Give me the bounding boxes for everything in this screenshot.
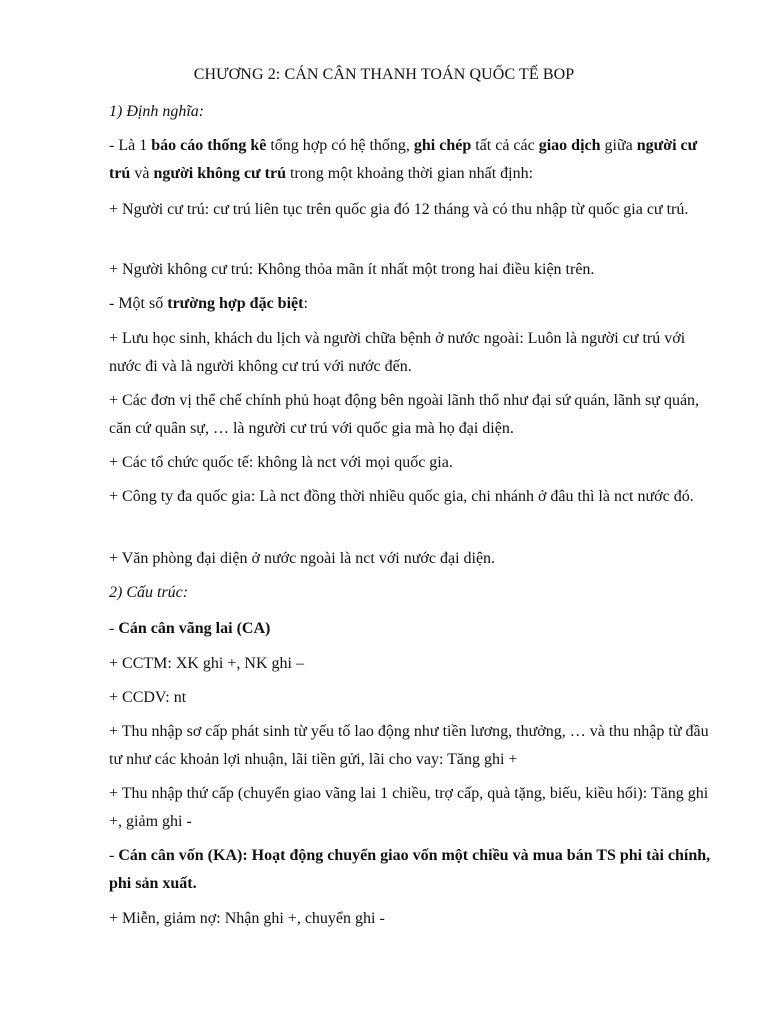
case-international-org-paragraph: + Các tổ chức quốc tế: không là nct với mọi quốc gia. — [109, 454, 453, 471]
debt-relief-paragraph: + Miễn, giảm nợ: Nhận ghi +, chuyển ghi - — [109, 910, 385, 927]
primary-income-paragraph: + Thu nhập sơ cấp phát sinh từ yếu tố lao động như tiền lương, thưởng, … và thu nhập từ đầu tư như các khoản lợi nhuận, lãi tiền gửi, lãi cho vay: Tăng ghi + — [109, 723, 709, 768]
section-heading-definition: 1) Định nghĩa: — [109, 103, 205, 120]
def-bold-report: báo cáo thống kê — [151, 137, 267, 154]
chapter-title: CHƯƠNG 2: CÁN CÂN THANH TOÁN QUỐC TẾ BOP — [193, 66, 575, 83]
def-bold-record: ghi chép — [413, 137, 472, 154]
def-text-6: trong một khoảng thời gian nhất định: — [285, 165, 534, 182]
def-text-2: tổng hợp có hệ thống, — [266, 137, 414, 154]
case-representative-office-paragraph: + Văn phòng đại diện ở nước ngoài là nct với nước đại diện. — [109, 550, 496, 567]
special-cases-paragraph — [109, 290, 721, 318]
ka-dash: - — [109, 847, 119, 864]
special-text-1: - Một số — [109, 295, 168, 312]
def-text-4: giữa — [600, 137, 637, 154]
def-bold-non-resident: người không cư trú — [153, 165, 286, 182]
ka-bold: Cán cân vốn (KA): Hoạt động chuyển giao vốn một chiều và mua bán TS phi tài chính, phi sản xuất. — [109, 847, 711, 892]
section-heading-structure: 2) Cấu trúc: — [109, 584, 189, 601]
cctm-paragraph: + CCTM: XK ghi +, NK ghi – — [109, 655, 304, 672]
case-government-paragraph: + Các đơn vị thể chế chính phủ hoạt động bên ngoài lãnh thổ như đại sứ quán, lãnh sự quán, căn cứ quân sự, … là người cư trú với quốc gia mà họ đại diện. — [109, 392, 700, 437]
ca-bold: Cán cân vãng lai (CA) — [118, 620, 271, 637]
case-multinational-paragraph: + Công ty đa quốc gia: Là nct đồng thời nhiều quốc gia, chi nhánh ở đâu thì là nct nước đó. — [109, 488, 694, 505]
secondary-income-paragraph: + Thu nhập thứ cấp (chuyển giao vãng lai 1 chiều, trợ cấp, quà tặng, biếu, kiều hối): Tăng ghi +, giảm ghi - — [109, 785, 709, 830]
ca-dash: - — [109, 620, 119, 637]
def-text-3: tất cả các — [471, 137, 539, 154]
def-text-1: - Là 1 — [109, 137, 152, 154]
def-text-5: và — [130, 165, 154, 182]
def-bold-resident: người cư trú — [109, 137, 698, 182]
capital-account-paragraph — [109, 842, 721, 898]
ccdv-paragraph: + CCDV: nt — [109, 689, 187, 706]
definition-paragraph — [109, 132, 721, 188]
special-text-2: : — [303, 295, 308, 312]
non-resident-paragraph: + Người không cư trú: Không thỏa mãn ít nhất một trong hai điều kiện trên. — [109, 261, 595, 278]
def-bold-transaction: giao dịch — [538, 137, 601, 154]
resident-paragraph: + Người cư trú: cư trú liên tục trên quốc gia đó 12 tháng và có thu nhập từ quốc gia cư trú. — [109, 201, 689, 218]
current-account-heading — [109, 615, 721, 643]
case-students-paragraph: + Lưu học sinh, khách du lịch và người chữa bệnh ở nước ngoài: Luôn là người cư trú với nước đi và là người không cư trú với nước đến. — [109, 330, 686, 375]
special-bold: trường hợp đặc biệt — [167, 295, 304, 312]
